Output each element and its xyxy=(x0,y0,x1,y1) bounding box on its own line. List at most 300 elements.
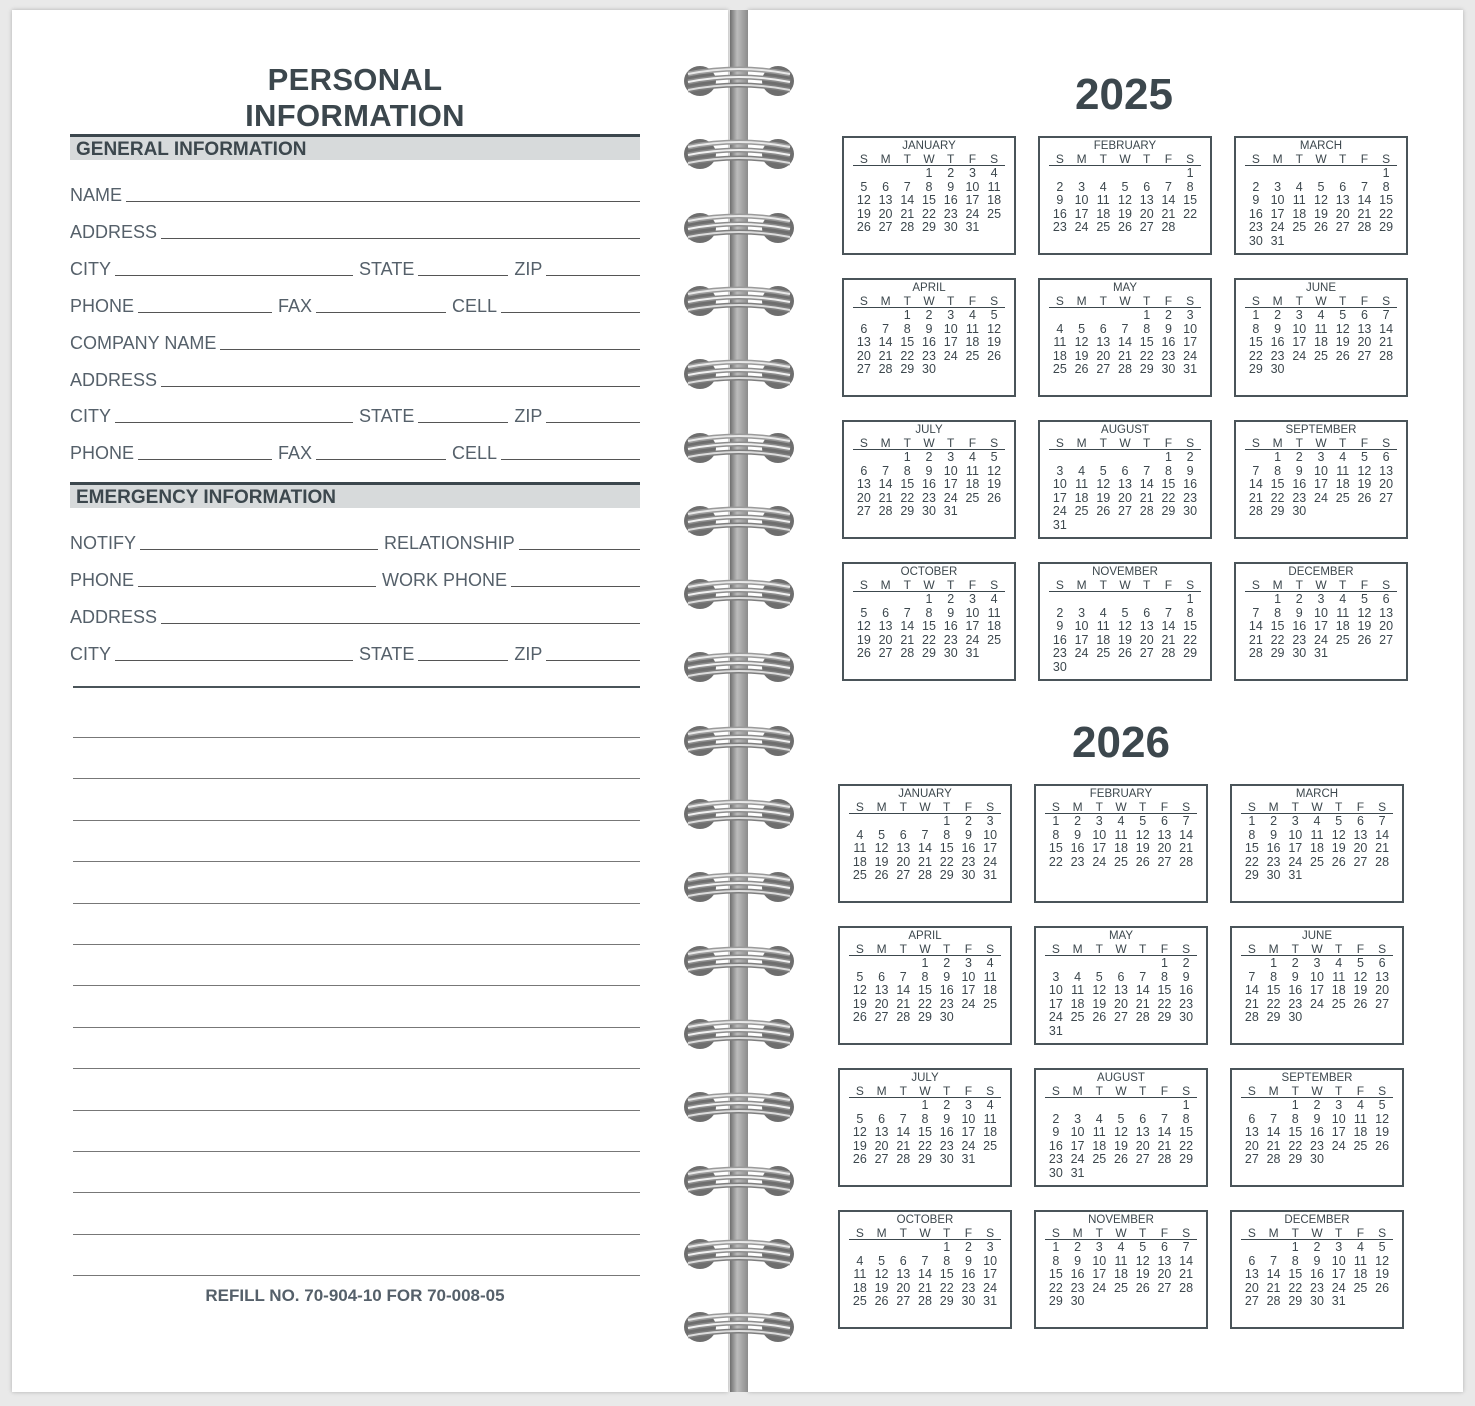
day-number: 23 xyxy=(1292,632,1307,647)
day-number: 26 xyxy=(874,1294,889,1309)
day-number: 30 xyxy=(1161,362,1176,377)
day-number: 5 xyxy=(1317,179,1325,194)
day-number: 25 xyxy=(1353,1138,1368,1153)
notify-field[interactable] xyxy=(140,548,378,550)
day-number: 17 xyxy=(1183,335,1198,350)
day-number: 31 xyxy=(943,504,958,519)
day-grid xyxy=(849,1241,1001,1309)
note-line[interactable] xyxy=(73,1192,640,1193)
day-number: 21 xyxy=(878,490,893,505)
day-number: 17 xyxy=(965,193,980,208)
note-line[interactable] xyxy=(73,778,640,779)
day-grid xyxy=(1241,1241,1393,1309)
month-september-2026 xyxy=(1230,1068,1404,1187)
day-number: 20 xyxy=(1157,841,1172,856)
coil-ring-icon xyxy=(680,866,798,908)
note-line[interactable] xyxy=(73,737,640,738)
day-number: 21 xyxy=(918,854,932,869)
day-number: 23 xyxy=(922,348,936,363)
day-number: 7 xyxy=(1143,463,1151,478)
weekday-initial: T xyxy=(903,294,911,308)
month-february-2025 xyxy=(1038,136,1212,255)
weekday-initial: S xyxy=(855,1226,864,1240)
day-number: 3 xyxy=(1078,179,1086,194)
day-number: 25 xyxy=(965,348,980,363)
weekday-initial: T xyxy=(899,800,907,814)
day-number: 1 xyxy=(1186,592,1194,606)
day-number: 14 xyxy=(896,1125,911,1140)
day-number: 5 xyxy=(856,969,864,984)
month-name: OCTOBER xyxy=(900,566,958,578)
emergency-phone-field[interactable] xyxy=(138,585,376,587)
day-number: 14 xyxy=(918,841,932,856)
day-number: 13 xyxy=(856,335,871,350)
day-number: 11 xyxy=(1096,193,1110,208)
weekday-initial: S xyxy=(1055,152,1064,166)
day-number: 3 xyxy=(947,450,955,464)
day-number: 13 xyxy=(1335,193,1350,208)
weekday-initial: F xyxy=(964,942,973,956)
weekday-initial: T xyxy=(1295,578,1303,592)
day-blank xyxy=(1132,957,1154,971)
day-number: 13 xyxy=(1379,605,1394,620)
day-blank xyxy=(875,451,897,465)
day-number: 27 xyxy=(874,1152,889,1167)
day-number: 16 xyxy=(1292,619,1307,634)
weekday-initial: S xyxy=(859,294,868,308)
note-line[interactable] xyxy=(73,820,640,821)
company-address-field[interactable] xyxy=(161,385,640,387)
month-name: SEPTEMBER xyxy=(1285,424,1357,436)
day-number: 3 xyxy=(1291,814,1299,828)
day-number: 11 xyxy=(1114,827,1128,842)
month-name: JULY xyxy=(915,424,943,436)
day-number: 9 xyxy=(1056,193,1064,208)
month-october-2026 xyxy=(838,1210,1012,1329)
day-blank xyxy=(1241,1099,1263,1113)
weekday-initial: F xyxy=(968,578,977,592)
day-number: 24 xyxy=(1270,220,1285,235)
coil-ring-icon xyxy=(680,1160,798,1202)
day-grid xyxy=(1245,451,1397,519)
state-label: STATE xyxy=(359,406,415,426)
weekday-initial: S xyxy=(1378,1084,1387,1098)
day-number: 22 xyxy=(939,854,954,869)
day-blank xyxy=(1092,451,1114,465)
day-number: 13 xyxy=(856,477,871,492)
weekday-initial: M xyxy=(1268,800,1279,814)
day-number: 10 xyxy=(1288,827,1303,842)
day-number: 26 xyxy=(1135,1280,1150,1295)
day-number: 15 xyxy=(918,983,932,998)
day-number: 29 xyxy=(1270,646,1285,661)
weekday-initial: F xyxy=(968,152,977,166)
weekday-header xyxy=(1049,153,1201,166)
day-number: 24 xyxy=(983,1280,998,1295)
day-number: 11 xyxy=(965,463,979,478)
day-number: 23 xyxy=(1288,996,1303,1011)
weekday-initial: T xyxy=(1335,800,1343,814)
day-number: 16 xyxy=(1270,335,1285,350)
day-grid xyxy=(853,593,1005,661)
day-number: 13 xyxy=(1157,1253,1172,1268)
day-number: 2 xyxy=(947,166,955,180)
day-number: 15 xyxy=(939,841,954,856)
city-field[interactable] xyxy=(115,274,353,276)
note-line[interactable] xyxy=(73,1275,640,1276)
day-number: 17 xyxy=(1288,841,1303,856)
day-number: 11 xyxy=(1292,193,1306,208)
day-number: 2 xyxy=(943,956,951,970)
day-number: 20 xyxy=(1139,206,1154,221)
day-number: 29 xyxy=(918,1010,932,1025)
day-number: 12 xyxy=(1118,193,1132,208)
zip-field[interactable] xyxy=(546,274,640,276)
day-number: 19 xyxy=(856,206,871,221)
day-number: 11 xyxy=(1071,983,1085,998)
note-line[interactable] xyxy=(73,1027,640,1028)
day-blank xyxy=(1267,167,1289,181)
day-number: 9 xyxy=(925,321,933,336)
note-line[interactable] xyxy=(73,1234,640,1235)
day-number: 3 xyxy=(968,592,976,606)
day-number: 2 xyxy=(1182,956,1190,970)
day-number: 19 xyxy=(1092,996,1107,1011)
day-number: 17 xyxy=(1292,335,1307,350)
day-number: 24 xyxy=(961,1138,976,1153)
day-number: 11 xyxy=(1053,335,1067,350)
state-field[interactable] xyxy=(418,274,508,276)
name-field[interactable] xyxy=(126,200,640,202)
weekday-initial: F xyxy=(964,800,973,814)
day-number: 13 xyxy=(1357,321,1372,336)
day-number: 28 xyxy=(1266,1152,1281,1167)
day-number: 29 xyxy=(918,1152,932,1167)
company-zip-field[interactable] xyxy=(546,421,640,423)
day-number: 8 xyxy=(1186,605,1194,620)
note-line[interactable] xyxy=(73,1151,640,1152)
day-number: 14 xyxy=(1244,983,1259,998)
refill-number: REFILL NO. 70-904-10 FOR 70-008-05 xyxy=(205,1286,505,1305)
emergency-city-field[interactable] xyxy=(115,659,353,661)
weekday-initial: W xyxy=(919,942,931,956)
day-blank xyxy=(853,167,875,181)
day-number: 2 xyxy=(1186,450,1194,464)
day-number: 20 xyxy=(1379,619,1394,634)
weekday-initial: F xyxy=(964,1084,973,1098)
day-number: 25 xyxy=(1074,504,1089,519)
day-number: 5 xyxy=(1095,969,1103,984)
day-number: 17 xyxy=(1092,841,1107,856)
day-number: 12 xyxy=(852,1125,867,1140)
day-number: 2 xyxy=(1056,605,1064,620)
day-number: 5 xyxy=(878,1253,886,1268)
day-number: 28 xyxy=(1161,646,1176,661)
day-number: 20 xyxy=(874,996,889,1011)
note-line[interactable] xyxy=(73,985,640,986)
day-blank xyxy=(1110,957,1132,971)
fax-label: FAX xyxy=(278,443,313,463)
note-line[interactable] xyxy=(73,1110,640,1111)
weekday-initial: S xyxy=(1055,294,1064,308)
work-phone-field[interactable] xyxy=(511,585,640,587)
month-name: MAY xyxy=(1112,282,1138,294)
day-grid xyxy=(1241,957,1393,1025)
day-number: 19 xyxy=(1353,983,1368,998)
day-number: 1 xyxy=(943,814,951,828)
day-number: 4 xyxy=(1335,956,1343,970)
day-number: 21 xyxy=(918,1280,932,1295)
emergency-zip-field[interactable] xyxy=(546,659,640,661)
year-title-2026: 2026 xyxy=(1072,718,1170,767)
day-blank xyxy=(914,1241,936,1255)
day-number: 27 xyxy=(1375,996,1390,1011)
day-number: 4 xyxy=(856,1253,864,1268)
month-september-2025 xyxy=(1234,420,1408,539)
weekday-initial: T xyxy=(899,1084,907,1098)
note-line[interactable] xyxy=(73,903,640,904)
day-number: 9 xyxy=(1252,193,1260,208)
day-number: 16 xyxy=(1310,1267,1324,1282)
weekday-initial: M xyxy=(1272,294,1283,308)
day-number: 30 xyxy=(961,1294,976,1309)
day-number: 7 xyxy=(899,969,907,984)
weekday-initial: M xyxy=(876,1084,887,1098)
day-number: 3 xyxy=(1335,1098,1343,1112)
city-label: CITY xyxy=(70,644,112,664)
relationship-field[interactable] xyxy=(519,548,640,550)
day-number: 16 xyxy=(1052,632,1067,647)
day-grid xyxy=(853,451,1005,519)
company-field[interactable] xyxy=(220,348,640,350)
day-number: 21 xyxy=(1179,1267,1194,1282)
day-number: 24 xyxy=(943,348,958,363)
day-number: 1 xyxy=(1382,166,1390,180)
day-number: 17 xyxy=(961,983,976,998)
day-number: 20 xyxy=(1139,632,1154,647)
phone-field[interactable] xyxy=(138,311,272,313)
day-number: 9 xyxy=(1313,1253,1321,1268)
day-number: 20 xyxy=(878,206,893,221)
day-number: 6 xyxy=(1160,814,1168,828)
weekday-initial: M xyxy=(1076,578,1087,592)
day-number: 1 xyxy=(1291,1098,1299,1112)
day-number: 29 xyxy=(900,504,915,519)
day-number: 12 xyxy=(987,463,1002,478)
weekday-initial: W xyxy=(923,152,935,166)
day-number: 28 xyxy=(1244,1010,1259,1025)
day-number: 11 xyxy=(1336,605,1350,620)
company-phone-field[interactable] xyxy=(138,458,272,460)
day-blank xyxy=(875,309,897,323)
day-number: 28 xyxy=(1179,1280,1194,1295)
weekday-initial: T xyxy=(1295,152,1303,166)
weekday-initial: M xyxy=(1272,578,1283,592)
day-number: 26 xyxy=(874,868,889,883)
day-number: 10 xyxy=(1092,827,1107,842)
weekday-initial: W xyxy=(1115,800,1127,814)
company-city-field[interactable] xyxy=(115,421,353,423)
weekday-initial: M xyxy=(880,436,891,450)
weekday-initial: F xyxy=(1356,942,1365,956)
day-number: 15 xyxy=(1048,841,1063,856)
month-name: DECEMBER xyxy=(1284,1214,1350,1226)
month-name: SEPTEMBER xyxy=(1281,1072,1353,1084)
day-number: 7 xyxy=(921,1253,929,1268)
company-cell-field[interactable] xyxy=(501,458,640,460)
day-number: 17 xyxy=(983,1267,998,1282)
company-state-field[interactable] xyxy=(418,421,508,423)
day-number: 8 xyxy=(1274,463,1282,478)
weekday-initial: W xyxy=(1119,436,1131,450)
day-number: 21 xyxy=(896,1138,911,1153)
month-name: MARCH xyxy=(1295,788,1339,800)
company-fax-field[interactable] xyxy=(316,458,446,460)
day-number: 1 xyxy=(1291,1240,1299,1254)
day-number: 14 xyxy=(1248,477,1263,492)
day-number: 12 xyxy=(1331,827,1346,842)
weekday-initial: M xyxy=(1072,1226,1083,1240)
day-number: 20 xyxy=(1114,996,1128,1011)
note-line[interactable] xyxy=(73,944,640,945)
day-number: 14 xyxy=(900,193,915,208)
weekday-initial: S xyxy=(1186,436,1195,450)
day-number: 11 xyxy=(1114,1253,1128,1268)
day-number: 22 xyxy=(1288,1280,1303,1295)
day-number: 18 xyxy=(1314,335,1328,350)
weekday-initial: W xyxy=(923,294,935,308)
weekday-initial: S xyxy=(1182,1084,1191,1098)
weekday-initial: S xyxy=(1186,578,1195,592)
day-grid xyxy=(1245,309,1397,377)
day-number: 9 xyxy=(1313,1111,1321,1126)
weekday-initial: T xyxy=(1339,578,1347,592)
day-number: 13 xyxy=(896,1267,911,1282)
day-number: 30 xyxy=(1292,504,1307,519)
day-number: 6 xyxy=(1139,1111,1147,1126)
day-number: 18 xyxy=(1114,841,1128,856)
day-number: 22 xyxy=(1248,348,1263,363)
weekday-header xyxy=(849,1227,1001,1240)
weekday-header xyxy=(1049,437,1201,450)
emergency-address-field[interactable] xyxy=(161,622,640,624)
day-number: 19 xyxy=(1135,841,1150,856)
day-blank xyxy=(1092,309,1114,323)
day-number: 7 xyxy=(882,463,890,478)
day-number: 15 xyxy=(1288,1267,1303,1282)
day-number: 26 xyxy=(1375,1280,1390,1295)
month-july-2026 xyxy=(838,1068,1012,1187)
day-number: 16 xyxy=(1310,1125,1324,1140)
day-number: 22 xyxy=(1139,348,1154,363)
day-grid xyxy=(1049,593,1201,675)
day-number: 7 xyxy=(921,827,929,842)
day-number: 22 xyxy=(922,632,936,647)
day-number: 5 xyxy=(1121,179,1129,194)
day-number: 10 xyxy=(1092,1253,1107,1268)
day-number: 19 xyxy=(987,335,1002,350)
day-number: 16 xyxy=(939,983,954,998)
day-number: 24 xyxy=(965,632,980,647)
day-number: 3 xyxy=(1313,956,1321,970)
day-number: 24 xyxy=(983,854,998,869)
day-number: 23 xyxy=(1248,220,1263,235)
day-grid xyxy=(1045,1099,1197,1181)
day-number: 5 xyxy=(1139,814,1147,828)
day-number: 29 xyxy=(1248,362,1263,377)
day-grid xyxy=(849,1099,1001,1167)
day-number: 1 xyxy=(925,592,933,606)
address-row xyxy=(70,218,640,242)
day-number: 10 xyxy=(1074,619,1089,634)
weekday-initial: T xyxy=(1095,942,1103,956)
phone-label: PHONE xyxy=(70,296,135,316)
day-number: 19 xyxy=(852,996,867,1011)
day-number: 14 xyxy=(918,1267,932,1282)
day-number: 10 xyxy=(961,1111,976,1126)
fax-field[interactable] xyxy=(316,311,446,313)
weekday-initial: T xyxy=(947,436,955,450)
day-number: 16 xyxy=(961,841,976,856)
day-number: 17 xyxy=(1331,1267,1346,1282)
day-number: 17 xyxy=(1314,477,1328,492)
notify-label: NOTIFY xyxy=(70,533,136,553)
day-blank xyxy=(1045,1099,1067,1113)
zip-label: ZIP xyxy=(514,644,543,664)
day-number: 1 xyxy=(1052,814,1060,828)
emergency-state-field[interactable] xyxy=(418,659,508,661)
day-number: 8 xyxy=(1274,605,1282,620)
weekday-initial: M xyxy=(1072,1084,1083,1098)
day-number: 28 xyxy=(1161,220,1176,235)
day-blank xyxy=(1049,451,1071,465)
address-field[interactable] xyxy=(161,237,640,239)
note-line[interactable] xyxy=(73,861,640,862)
day-grid xyxy=(1049,309,1201,377)
day-number: 12 xyxy=(874,841,889,856)
day-number: 2 xyxy=(1313,1098,1321,1112)
weekday-header xyxy=(1245,153,1397,166)
weekday-initial: S xyxy=(1382,294,1391,308)
cell-field[interactable] xyxy=(501,311,640,313)
day-blank xyxy=(1071,593,1093,607)
month-name: JUNE xyxy=(1301,930,1333,942)
day-number: 15 xyxy=(1288,1125,1303,1140)
weekday-initial: T xyxy=(1335,1226,1343,1240)
coil-ring-icon xyxy=(680,793,798,835)
day-number: 14 xyxy=(896,983,911,998)
day-number: 16 xyxy=(1070,1267,1085,1282)
day-number: 21 xyxy=(1118,348,1132,363)
weekday-initial: F xyxy=(1356,800,1365,814)
day-number: 4 xyxy=(986,1098,994,1112)
day-number: 4 xyxy=(1074,969,1082,984)
day-number: 2 xyxy=(1052,1111,1060,1126)
day-number: 21 xyxy=(1161,632,1176,647)
day-number: 6 xyxy=(878,969,886,984)
day-number: 25 xyxy=(1335,632,1350,647)
day-number: 12 xyxy=(852,983,867,998)
day-number: 26 xyxy=(852,1010,867,1025)
day-number: 31 xyxy=(1048,1023,1063,1038)
day-number: 30 xyxy=(1183,504,1198,519)
day-number: 3 xyxy=(1074,1111,1082,1126)
weekday-initial: F xyxy=(1160,1226,1169,1240)
weekday-initial: M xyxy=(1272,152,1283,166)
note-line[interactable] xyxy=(73,1068,640,1069)
day-number: 21 xyxy=(1266,1280,1281,1295)
day-number: 8 xyxy=(1291,1111,1299,1126)
